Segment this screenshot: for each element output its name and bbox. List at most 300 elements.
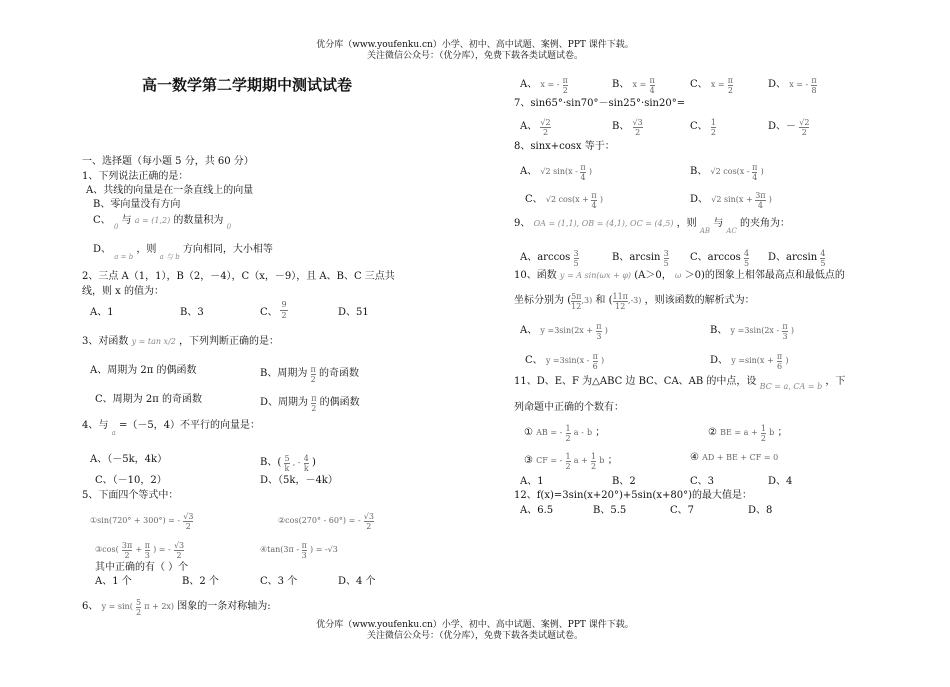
q2-c-num: 9 (281, 300, 287, 309)
q5-correct-count: 其中正确的有（ ）个 (95, 562, 189, 573)
q6-stem (82, 598, 271, 617)
q4-stem (82, 420, 260, 437)
q8-b-f: √2 cos(x - (710, 167, 753, 176)
q3-stem (82, 336, 279, 348)
q10-a-frac (596, 322, 601, 341)
q9-option-d (768, 249, 825, 268)
q12-option-c: C、7 (670, 505, 695, 516)
q1-option-d (93, 244, 273, 261)
q11-prop1-f2: a - (573, 428, 584, 437)
q8-a-frac (580, 163, 585, 182)
q2-stem-line1: 2、三点 A（1，1），B（2，－4），C（x，－9），且 A、B、C 三点共 (82, 271, 395, 282)
q6-f-frac (136, 598, 141, 617)
q4-b-d2: k (303, 464, 309, 473)
q6-a-f: x = - (540, 80, 560, 89)
q8-b-close: ) (760, 167, 764, 176)
q4-b-frac2 (304, 454, 309, 473)
q10-c-f: y =3sin(x - (545, 356, 590, 365)
q11-stem-formula: BC = a, CA = b (759, 382, 823, 391)
q7-option-a (520, 118, 551, 137)
q7-option-d (768, 118, 809, 137)
q5-eq3-n1: 3π (121, 541, 133, 550)
q4-option-a: A、（－5k，4k） (90, 454, 168, 465)
q12-option-a: A、6.5 (520, 505, 554, 516)
q6-a-pi: π (562, 76, 568, 85)
q11-prop3 (524, 452, 618, 471)
footer-line1: 优分库（www.youfenku.cn）小学、初中、高中试题、案例、PPT 课件下载。 (316, 620, 634, 630)
q11-prop1-frac (566, 424, 571, 443)
q6-option-b (612, 76, 655, 95)
q10-b-frac (782, 322, 787, 341)
q3-stem-pre: 3、对函数 (82, 336, 129, 347)
q10-d-close: ) (785, 356, 789, 365)
q8-option-d (690, 191, 772, 210)
q4-stem-post: =（－5，4）不平行的向量是： (118, 420, 261, 431)
q5-eq2-num: √3 (363, 512, 374, 521)
q10-stem-formula: y = A sin(ωx + φ) (559, 271, 632, 280)
q8-a-four: 4 (580, 173, 586, 182)
q10-stem-pre: 10、函数 (514, 270, 557, 281)
q9-option-a (520, 249, 579, 268)
q10-p2-frac (613, 292, 628, 311)
q9-option-c (690, 249, 749, 268)
q3-d-fraction (311, 394, 316, 413)
q7-b-frac (633, 118, 643, 137)
q11-option-b: B、2 (612, 476, 636, 487)
q3-d-pre: D、周期为 (260, 397, 309, 408)
q6-c-frac (728, 76, 733, 95)
q7-c-frac (711, 118, 716, 137)
q11-prop1-num: ① (524, 427, 533, 438)
q9-a-label: A、arccos (520, 252, 571, 263)
q4-stem-pre: 4、与 (82, 420, 109, 431)
q6-d-frac (811, 76, 816, 95)
q7-d-den: 2 (801, 128, 807, 137)
q5-option-a: A、1 个 (95, 576, 132, 587)
q6-option-d (768, 76, 817, 95)
q2-c-den: 2 (281, 311, 287, 320)
q1-option-a: A、共线的向量是在一条直线上的向量 (86, 185, 254, 196)
q10-p1-den: 12 (571, 302, 582, 311)
q5-eq1-den: 2 (185, 522, 191, 531)
q11-prop2-f2: b (769, 428, 775, 437)
q11-prop2-n: 1 (760, 424, 766, 433)
q10-b-f: y =3sin(2x - (730, 326, 780, 335)
q5-eq4-pre: ④tan(3π - (260, 545, 302, 554)
q7-b-label: B、 (612, 121, 630, 132)
q9-c-den: 5 (743, 259, 750, 268)
q6-c-f: x = (710, 80, 725, 89)
q10-line2-mid: 和 (595, 295, 606, 306)
q11-prop4-f: AD + BE + CF = 0 (702, 453, 779, 462)
q9-c-frac (744, 249, 749, 268)
q6-a-frac (563, 76, 568, 95)
q5-eq2-frac (364, 512, 374, 531)
q8-d-label: D、 (690, 194, 709, 205)
q5-eq4 (260, 541, 338, 560)
q4-option-b (260, 454, 316, 473)
q9-stem-mid2: 与 (713, 218, 724, 229)
q6-b-frac (650, 76, 655, 95)
q5-eq1-frac (183, 512, 193, 531)
q2-stem-line2: 线，则 x 的值为： (82, 286, 164, 297)
q4-option-d: D、（5k，－4k） (260, 475, 338, 486)
q5-eq3-d2: 3 (144, 551, 150, 560)
q10-p2-den: 12 (615, 302, 626, 311)
q8-stem: 8、sinx+cosx 等于： (514, 141, 615, 152)
q1-d-label: D、 (93, 244, 112, 255)
q10-a-den: 3 (596, 332, 602, 341)
q9-d-num: 4 (820, 249, 826, 258)
q1-c-zero: 0 (226, 223, 232, 231)
q10-d-label: D、 (710, 355, 729, 366)
q7-d-label: D、－ (768, 121, 797, 132)
q5-eq3-frac2 (145, 541, 150, 560)
q8-c-frac (591, 191, 596, 210)
q3-d-two: 2 (311, 404, 317, 413)
footer-line2: 关注微信公众号：（优分库），免费下载各类试题试卷。 (366, 631, 583, 641)
q1-option-b: B、零向量没有方向 (93, 199, 181, 210)
q10-c-frac (593, 352, 598, 371)
q6-c-pi: π (727, 76, 734, 85)
q5-eq2 (278, 512, 374, 531)
q10-stem-line1 (514, 270, 845, 282)
q8-a-pi: π (580, 163, 586, 172)
q5-eq4-frac (302, 541, 307, 560)
q3-b-two: 2 (310, 375, 316, 384)
q6-c-den: 2 (727, 86, 733, 95)
q6-d-f: x = - (789, 80, 809, 89)
q3-b-post: 的奇函数 (319, 368, 359, 379)
header-line2: 关注微信公众号：（优分库），免费下载各类试题试卷。 (366, 51, 583, 61)
q9-b-frac (664, 249, 669, 268)
q3-b-fraction (311, 365, 316, 384)
q4-b-n1: 5 (284, 454, 290, 463)
q10-stem-mid: (A＞0， (634, 270, 672, 281)
q11-option-c: C、3 (690, 476, 715, 487)
q7-option-c (690, 118, 716, 137)
q10-option-b (710, 322, 794, 341)
q5-stem: 5、下面四个等式中： (82, 490, 179, 501)
q5-eq3-pre: ③cos( (95, 545, 119, 554)
q11-stem-post: ，下 (825, 376, 846, 387)
q6-a-den: 2 (562, 86, 568, 95)
q5-option-b: B、2 个 (182, 576, 219, 587)
q10-option-a (520, 322, 608, 341)
q5-eq3-post: ) = - (153, 545, 171, 554)
q7-a-frac (540, 118, 550, 137)
q10-a-pi: π (596, 322, 602, 331)
q10-stem-omega: ω (674, 271, 682, 280)
q10-c-pi: π (592, 352, 598, 361)
q10-d-den: 6 (776, 362, 783, 371)
q1-d-mid: ，则 (136, 244, 157, 255)
q5-eq4-post: ) = -√3 (310, 545, 338, 554)
q7-c-label: C、 (690, 121, 708, 132)
q11-prop3-n2: 1 (591, 452, 597, 461)
q3-option-b (260, 365, 359, 384)
q10-p1-num: 5π (571, 292, 582, 301)
q7-a-den: 2 (542, 128, 549, 137)
q11-prop3-n1: 1 (565, 452, 571, 461)
q5-eq3-n2: π (144, 541, 150, 550)
q6-stem-pre: 6、 (82, 601, 99, 612)
q9-stem (514, 218, 790, 235)
q8-c-four: 4 (591, 201, 597, 210)
header-line1: 优分库（www.youfenku.cn）小学、初中、高中试题、案例、PPT 课件下载。 (316, 40, 634, 50)
q11-stem-line2: 列命题中正确的个数有： (514, 402, 624, 413)
q11-prop1-semi: ； (595, 427, 606, 438)
page-title: 高一数学第二学期期中测试试卷 (142, 76, 353, 94)
q11-prop3-f2: a + (573, 456, 588, 465)
q3-d-post: 的偶函数 (319, 397, 360, 408)
q6-a-label: A、 (520, 79, 538, 90)
q5-eq2-text: ②cos(270° - 60°) = - (278, 516, 361, 525)
q9-b-label: B、arcsin (612, 252, 661, 263)
q3-stem-post: ，下列判断正确的是： (179, 336, 280, 347)
q10-p2-post: ,-3) (627, 296, 642, 305)
q1-d-formula2: a 与 b (159, 253, 180, 261)
q2-option-a: A、1 (90, 307, 114, 318)
q10-d-frac (777, 352, 782, 371)
q5-eq3-n3: √3 (173, 541, 185, 550)
q11-prop2-num: ② (708, 427, 717, 438)
q3-option-a: A、周期为 2π 的偶函数 (90, 365, 197, 376)
q8-c-close: ) (599, 195, 603, 204)
q3-b-pre: B、周期为 (260, 368, 308, 379)
q8-b-pi: π (752, 163, 758, 172)
q9-d-frac (820, 249, 825, 268)
q9-b-num: 3 (663, 249, 669, 258)
q9-a-num: 3 (573, 249, 579, 258)
q2-c-fraction (280, 300, 288, 321)
q11-prop3-f: CF = - (536, 456, 563, 465)
q10-p1-frac (571, 292, 581, 311)
q1-c-zero-vector: 0 (113, 223, 119, 231)
q1-stem: 1、下列说法正确的是： (82, 171, 189, 182)
q8-d-3pi: 3π (755, 191, 766, 200)
q5-option-c: C、3 个 (260, 576, 298, 587)
q6-f-num: 5 (136, 598, 142, 607)
q9-b-den: 5 (663, 259, 669, 268)
q9-a-den: 5 (573, 259, 579, 268)
q10-line2-pre: 坐标分别为 (514, 295, 564, 306)
q11-prop3-frac2 (591, 452, 596, 471)
q5-eq3-frac3 (174, 541, 184, 560)
q8-a-close: ) (588, 167, 592, 176)
q5-eq2-den: 2 (366, 522, 372, 531)
q9-stem-post: 的夹角为： (740, 218, 791, 229)
q2-option-c: C、 (260, 307, 278, 318)
q11-prop1-f3: b (586, 428, 593, 437)
q4-b-frac1 (284, 454, 289, 473)
q7-d-num: √2 (799, 118, 810, 127)
q4-b-post: ) (311, 457, 316, 468)
q4-b-d1: k (284, 464, 290, 473)
q6-f-den: 2 (136, 608, 142, 617)
q7-d-frac (799, 118, 809, 137)
q5-eq3-d1: 2 (124, 551, 130, 560)
q8-c-pi: π (591, 191, 597, 200)
q12-option-d: D、8 (748, 505, 773, 516)
q10-d-f: y =sin(x + (731, 356, 774, 365)
q6-option-c (690, 76, 733, 95)
q8-d-four: 4 (757, 201, 763, 210)
q7-option-b (612, 118, 643, 137)
q12-option-b: B、5.5 (593, 505, 627, 516)
q9-option-b (612, 249, 669, 268)
q5-eq4-den: 3 (301, 551, 307, 560)
q3-option-c: C、周期为 2π 的奇函数 (95, 394, 202, 405)
q4-vector-a: a (111, 429, 116, 437)
q9-d-label: D、arcsin (768, 252, 818, 263)
q8-d-f: √2 sin(x + (711, 195, 756, 204)
q10-line2-post: ，则该函数的解析式为： (644, 295, 755, 306)
q6-b-den: 4 (649, 86, 655, 95)
q3-option-d (260, 394, 360, 413)
q9-stem-ac: AC (726, 227, 737, 235)
q8-b-label: B、 (690, 166, 708, 177)
q7-a-label: A、 (520, 121, 538, 132)
q10-d-pi: π (776, 352, 783, 361)
q8-c-label: C、 (525, 194, 543, 205)
q10-a-close: ) (604, 326, 608, 335)
q6-d-den: 8 (811, 86, 817, 95)
q4-option-c: C、（－10，2） (95, 475, 167, 486)
q9-stem-pre: 9、 (514, 218, 531, 229)
q3-stem-formula: y = tan x/2 (131, 337, 176, 346)
q3-d-pi: π (311, 394, 317, 403)
q10-p2-num: 11π (612, 292, 628, 301)
q5-eq3 (95, 541, 184, 560)
q6-stem-post: 图象的一条对称轴为: (177, 601, 271, 612)
q8-d-frac (755, 191, 765, 210)
q2-option-b: B、3 (180, 307, 204, 318)
q9-c-label: C、arccos (690, 252, 741, 263)
q11-prop3-d2: 2 (591, 462, 597, 471)
q11-stem-line1 (514, 376, 845, 391)
q11-prop3-semi: ； (607, 455, 618, 466)
q8-option-b (690, 163, 764, 182)
q10-b-den: 3 (782, 332, 788, 341)
q10-b-pi: π (782, 322, 788, 331)
q8-a-f: √2 sin(x - (540, 167, 581, 176)
q11-prop2 (708, 424, 787, 443)
q11-option-a: A、1 (520, 476, 544, 487)
q1-option-c (93, 215, 231, 231)
q9-stem-formula: OA = (1,1), OB = (4,1), OC = (4,5) (533, 219, 674, 228)
q7-a-num: √2 (540, 118, 551, 127)
q8-a-label: A、 (520, 166, 538, 177)
q10-p1-post: ,3) (581, 296, 593, 305)
q10-stem-post: ＞0)的图象上相邻最高点和最低点的 (684, 270, 845, 281)
q6-f-post: π + 2x) (144, 602, 175, 611)
q9-c-num: 4 (743, 249, 750, 258)
q5-eq3-mid: + (135, 545, 145, 554)
q5-eq4-num: π (301, 541, 307, 550)
q11-prop2-f: BE = a + (720, 428, 758, 437)
q9-a-frac (574, 249, 579, 268)
q6-option-a (520, 76, 568, 95)
q6-f-pre: y = sin( (101, 602, 133, 611)
q6-c-label: C、 (690, 79, 708, 90)
q1-c-post: 的数量积为 (173, 215, 224, 226)
q11-prop3-d1: 2 (565, 462, 571, 471)
q10-b-close: ) (790, 326, 794, 335)
q11-prop3-num: ③ (524, 455, 533, 466)
q11-prop4 (690, 452, 778, 464)
q5-eq3-frac1 (122, 541, 132, 560)
q8-option-a (520, 163, 592, 182)
q10-c-den: 6 (592, 362, 598, 371)
q4-b-pre: B、( (260, 457, 282, 468)
q1-c-label: C、 (93, 215, 111, 226)
q5-eq3-d3: 2 (176, 551, 182, 560)
q8-c-f: √2 cos(x + (545, 195, 592, 204)
q11-prop3-f3: b (599, 456, 605, 465)
q9-stem-ab: AB (699, 227, 711, 235)
q1-d-formula: a = b (114, 253, 134, 261)
q10-c-label: C、 (525, 355, 543, 366)
q6-d-pi: π (811, 76, 817, 85)
q2-option-d: D、51 (338, 307, 369, 318)
q11-prop1-n: 1 (565, 424, 571, 433)
q3-b-pi: π (310, 365, 316, 374)
q10-stem-line2: 坐标分别为 ( $\frac{5\pi}{12}$ ,3) 和 ( $\frac{11\pi}{12}$ ,-3) ，则该函数的解析式为： (514, 292, 755, 311)
q10-c-close: ) (601, 356, 605, 365)
q10-option-c (525, 352, 604, 371)
q7-b-den: 2 (635, 128, 641, 137)
q11-prop1-d: 2 (565, 434, 571, 443)
q11-prop4-num: ④ (690, 452, 699, 463)
q12-stem: 12、f(x)=3sin(x+20°)+5sin(x+80°)的最大值是： (514, 490, 752, 501)
section-heading: 一、选择题（每小题 5 分，共 60 分） (82, 156, 254, 167)
q11-prop3-frac1 (566, 452, 571, 471)
q8-option-c (525, 191, 603, 210)
q1-d-post: 方向相同，大小相等 (182, 244, 273, 255)
q11-prop1 (524, 424, 605, 443)
q11-prop2-d: 2 (760, 434, 766, 443)
q9-stem-mid: ，则 (676, 218, 697, 229)
q11-stem-pre: 11、D、E、F 为△ABC 边 BC、CA、AB 的中点，设 (514, 376, 757, 387)
q4-b-mid: , - (292, 458, 301, 467)
q7-b-num: √3 (632, 118, 643, 127)
q5-eq1-text: ①sin(720° + 300°) = - (90, 516, 181, 525)
q7-stem: 7、sin65°·sin70°－sin25°·sin20°= (514, 98, 686, 109)
q11-prop2-semi: ； (777, 427, 788, 438)
q7-c-num: 1 (710, 118, 716, 127)
q10-b-label: B、 (710, 325, 728, 336)
q6-b-label: B、 (612, 79, 630, 90)
q6-b-f: x = (632, 80, 647, 89)
q1-c-vector-a: a = (1,2) (134, 216, 171, 225)
q9-d-den: 5 (820, 259, 826, 268)
q5-option-d: D、4 个 (338, 576, 376, 587)
q6-d-label: D、 (768, 79, 787, 90)
q10-option-d (710, 352, 788, 371)
q5-eq1-num: √3 (183, 512, 194, 521)
q8-d-close: ) (768, 195, 772, 204)
q8-b-four: 4 (752, 173, 758, 182)
q8-b-frac (752, 163, 757, 182)
q5-eq1 (90, 512, 193, 531)
q7-c-den: 2 (710, 128, 716, 137)
q4-b-n2: 4 (303, 454, 309, 463)
q11-prop1-f: AB = - (536, 428, 563, 437)
q11-prop2-frac (761, 424, 766, 443)
q11-option-d: D、4 (768, 476, 793, 487)
q10-a-f: y =3sin(2x + (540, 326, 594, 335)
